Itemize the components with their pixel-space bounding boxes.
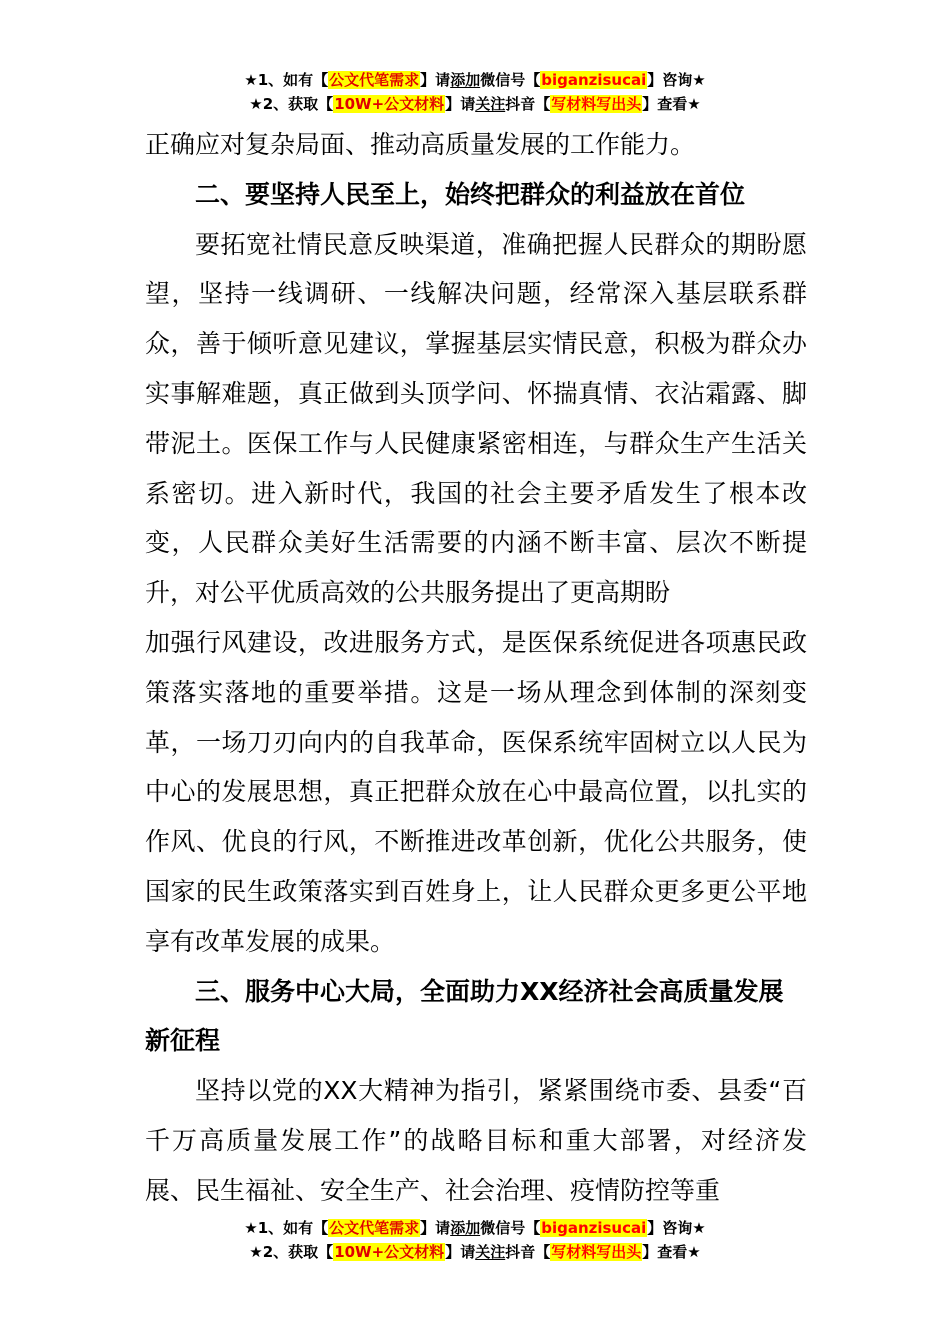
underlined-add: 添加 <box>450 1219 481 1237</box>
paragraph-1: 要拓宽社情民意反映渠道，准确把握人民群众的期盼愿望，坚持一线调研、一线解决问题，经常深入基层联系群众，善于倾听意见建议，掌握基层实情民意，积极为群众办实事解难题，真正做到头顶学问、怀揣真情、衣沾霜露、脚带泥土。医保工作与人民健康紧密相连，与群众生产生活关系密切。进入新时代，我国的社会主要矛盾发生了根本改变，人民群众美好生活需要的内涵不断丰富、层次不断提升，对公平优质高效的公共服务提出了更高期盼 <box>145 229 807 608</box>
banner-text: 】请 <box>445 95 476 113</box>
highlight-ghostwriting: 公文代笔需求 <box>329 71 420 89</box>
highlight-materials: 10W+公文材料 <box>334 1243 445 1261</box>
paragraph-3: 坚持以党的XX大精神为指引，紧紧围绕市委、县委“百千万高质量发展工作”的战略目标和重大部署，对经济发展、民生福祉、安全生产、社会治理、疫情防控等重 <box>145 1076 807 1205</box>
banner-text: 抖音【 <box>505 1243 551 1261</box>
banner-text: ★1、如有【 <box>244 1219 329 1237</box>
section-heading-2: 二、要坚持人民至上，始终把群众的利益放在首位 <box>195 179 746 209</box>
paragraph-2: 加强行风建设，改进服务方式，是医保系统促进各项惠民政策落实落地的重要举措。这是一场从理念到体制的深刻变革，一场刀刃向内的自我革命，医保系统牢固树立以人民为中心的发展思想，真正把群众放在心中最高位置，以扎实的作风、优良的行风，不断推进改革创新，优化公共服务，使国家的民生政策落实到百姓身上，让人民群众更多更公平地享有改革发展的成果。 <box>145 627 807 956</box>
banner-text: 】请 <box>445 1243 476 1261</box>
highlight-douyin-account: 写材料写出头 <box>551 1243 642 1261</box>
banner-text: ★2、获取【 <box>249 1243 334 1261</box>
underlined-follow: 关注 <box>475 95 506 113</box>
banner-text: ★1、如有【 <box>244 71 329 89</box>
banner-text: 微信号【 <box>480 71 541 89</box>
banner-line-2 <box>0 92 950 116</box>
banner-line-1 <box>0 1216 950 1240</box>
underlined-add: 添加 <box>450 71 481 89</box>
banner-text: 微信号【 <box>480 1219 541 1237</box>
banner-text: 抖音【 <box>505 95 551 113</box>
document-body <box>145 120 807 1216</box>
banner-text: 】查看★ <box>642 1243 701 1261</box>
highlight-wechat-id: biganzisucai <box>541 1219 647 1237</box>
banner-text: 】请 <box>420 1219 451 1237</box>
banner-text: 】咨询★ <box>647 71 706 89</box>
highlight-douyin-account: 写材料写出头 <box>551 95 642 113</box>
header-banner <box>0 68 950 116</box>
paragraph-continued: 正确应对复杂局面、推动高质量发展的工作能力。 <box>145 130 696 159</box>
section-heading-3: 三、服务中心大局，全面助力XX经济社会高质量发展新征程 <box>145 976 784 1056</box>
underlined-follow: 关注 <box>475 1243 506 1261</box>
banner-line-2 <box>0 1240 950 1264</box>
highlight-ghostwriting: 公文代笔需求 <box>329 1219 420 1237</box>
banner-line-1 <box>0 68 950 92</box>
highlight-materials: 10W+公文材料 <box>334 95 445 113</box>
banner-text: ★2、获取【 <box>249 95 334 113</box>
banner-text: 】查看★ <box>642 95 701 113</box>
highlight-wechat-id: biganzisucai <box>541 71 647 89</box>
footer-banner <box>0 1216 950 1264</box>
banner-text: 】咨询★ <box>647 1219 706 1237</box>
banner-text: 】请 <box>420 71 451 89</box>
